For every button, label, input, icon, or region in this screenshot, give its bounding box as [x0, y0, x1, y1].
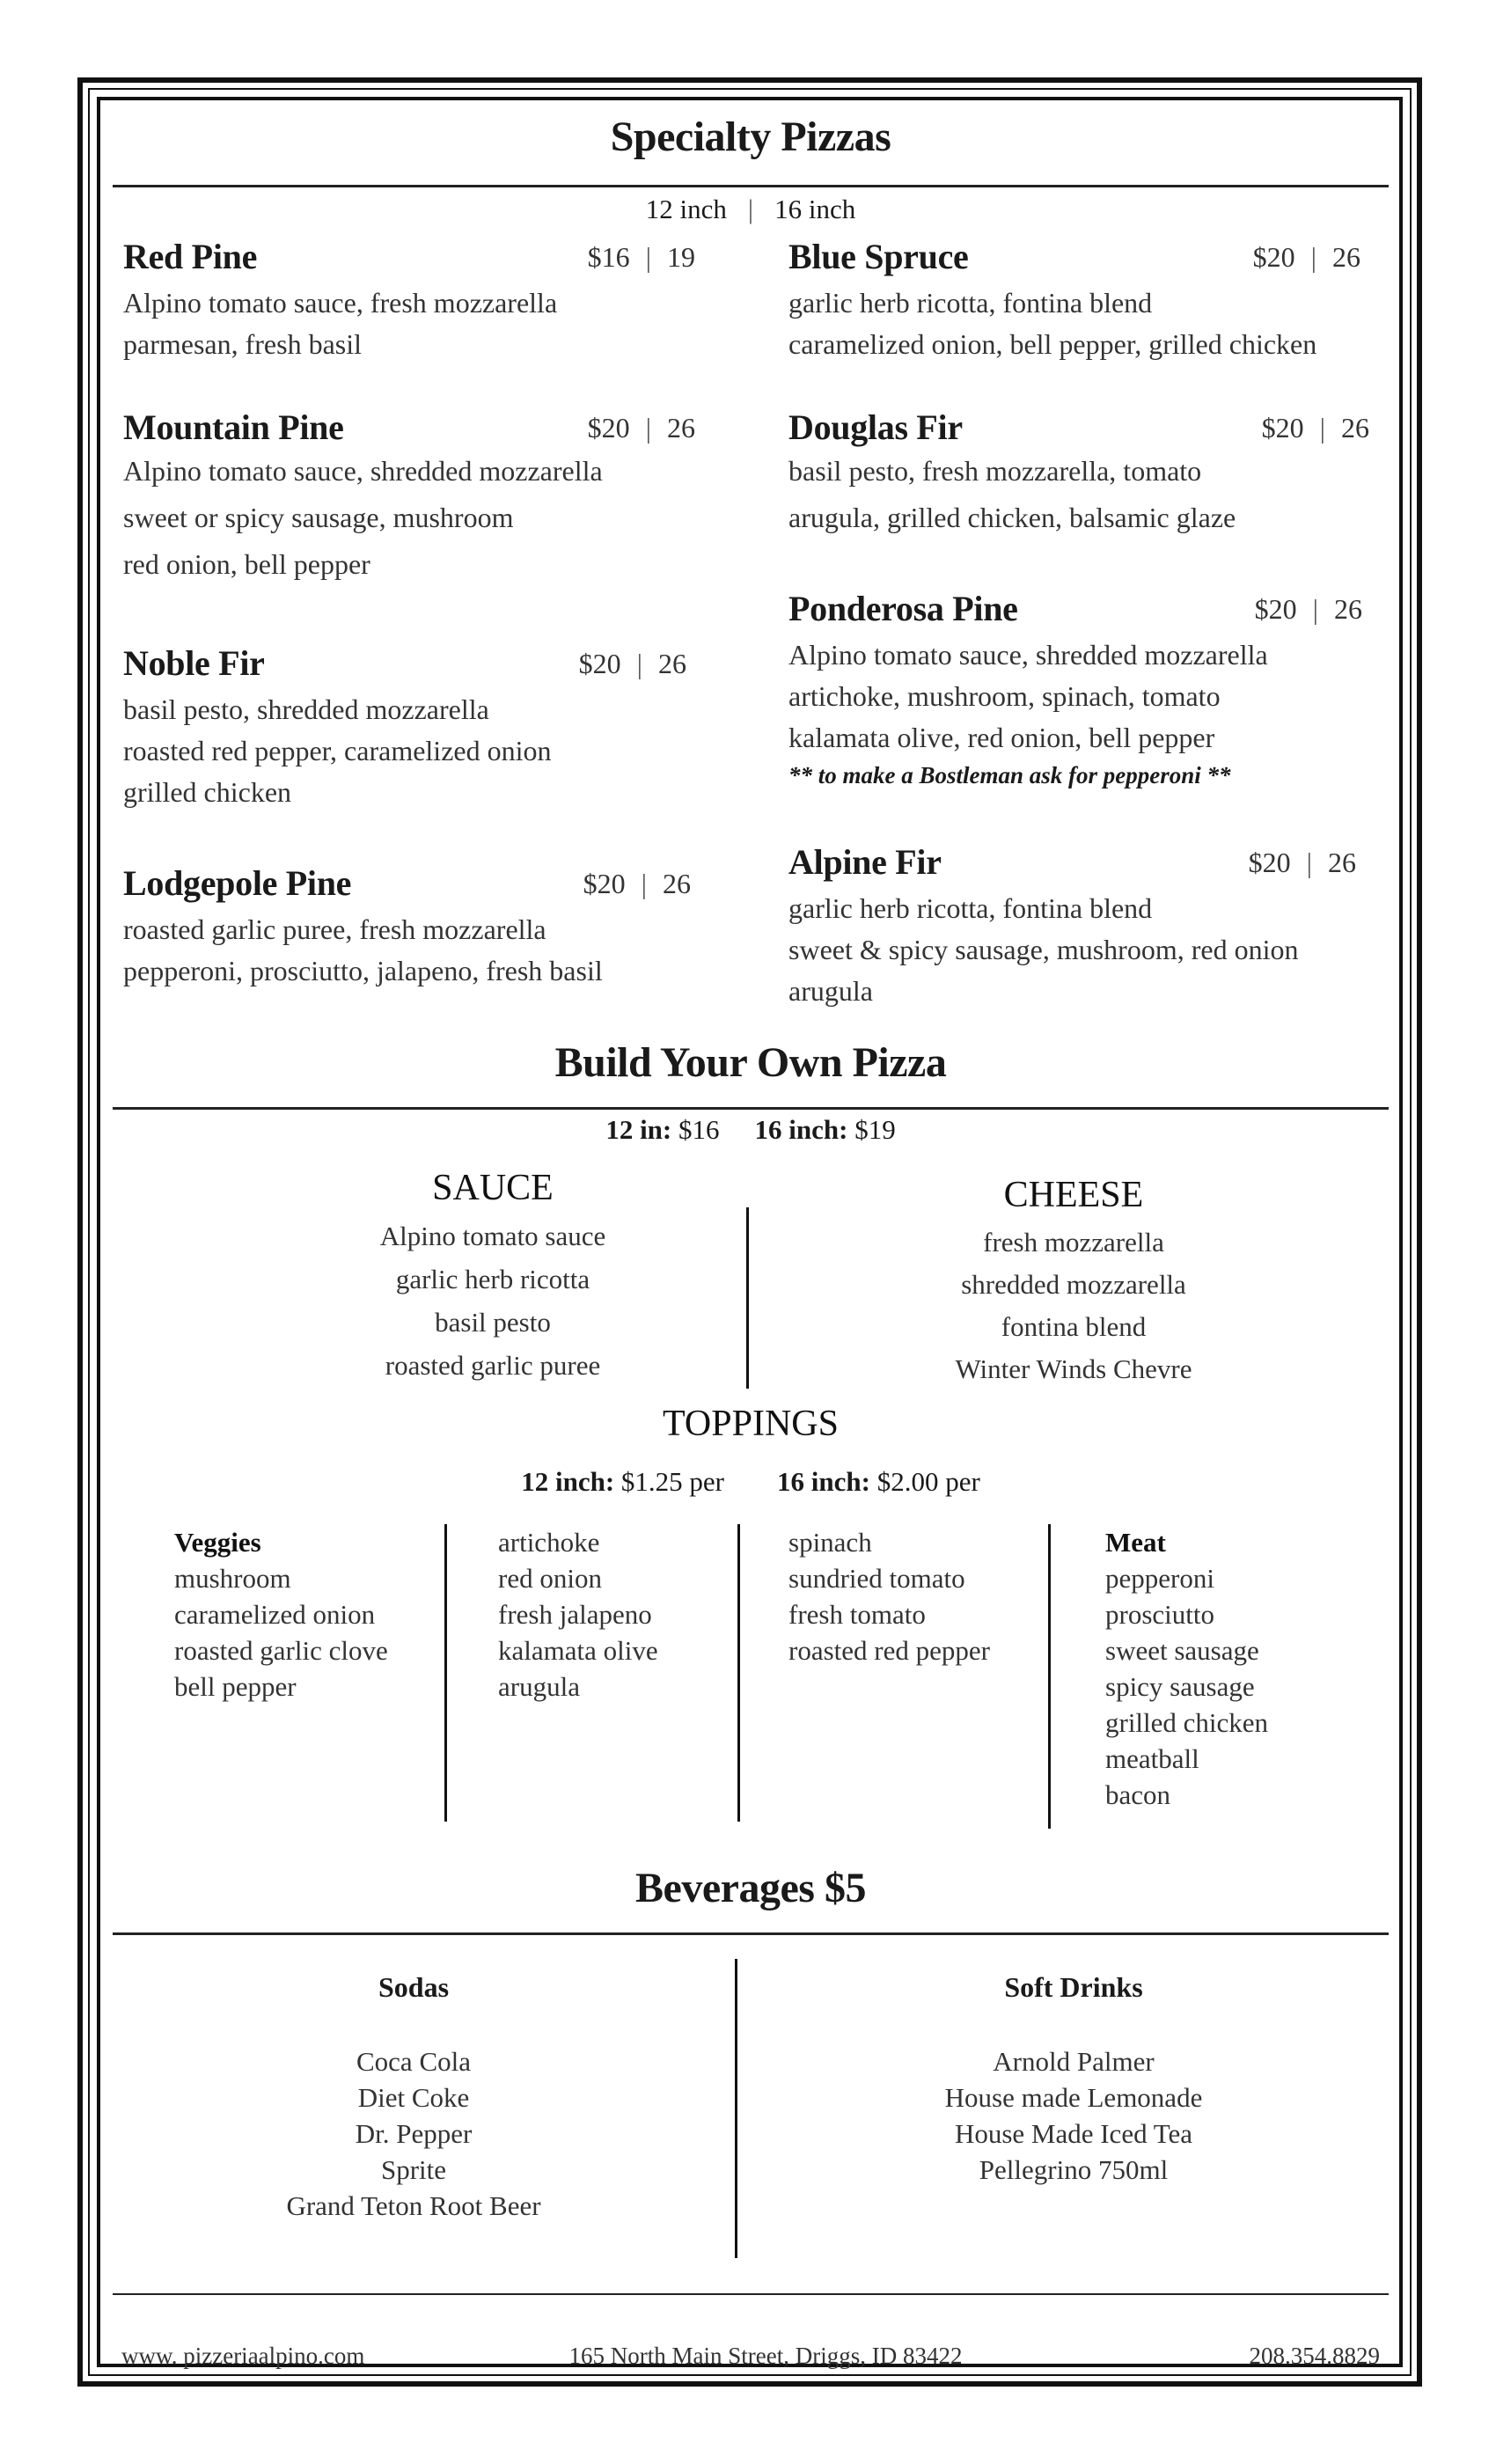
pizza-price [583, 868, 691, 900]
price-large: 26 [1332, 241, 1360, 273]
soft-drinks-heading: Soft Drinks [1004, 1971, 1143, 2003]
pizza-blue-spruce [788, 236, 1360, 365]
byo-divider [746, 1207, 749, 1389]
price-large: 26 [1334, 593, 1362, 625]
pizza-red-pine [123, 236, 695, 365]
sauce-heading: SAUCE [432, 1168, 554, 1208]
footer-website[interactable]: www. pizzeriaalpino.com [121, 2343, 365, 2369]
veggies-heading: Veggies [174, 1527, 261, 1558]
topping-item: bell pepper [174, 1671, 297, 1702]
price-large: 26 [667, 412, 695, 444]
pizza-name: Blue Spruce [788, 237, 969, 276]
desc-line: sweet & spicy sausage, mushroom, red onion [788, 934, 1299, 965]
pizza-price [579, 648, 686, 680]
desc-line: red onion, bell pepper [123, 548, 370, 580]
pizza-description [123, 689, 686, 813]
soft-drink-item: Arnold Palmer [993, 2046, 1155, 2077]
desc-line: Alpino tomato sauce, fresh mozzarella [123, 287, 558, 319]
topping-item: fresh jalapeno [498, 1599, 652, 1630]
byo-rule [113, 1107, 1389, 1110]
sauce-item: Alpino tomato sauce [379, 1221, 606, 1251]
price-small: $20 [583, 868, 626, 899]
topping-item: red onion [498, 1563, 602, 1594]
pizza-name: Mountain Pine [123, 407, 344, 447]
pizza-mountain-pine [123, 407, 695, 588]
topping-item: sweet sausage [1105, 1635, 1259, 1666]
topping-item: prosciutto [1105, 1599, 1214, 1630]
soda-item: Coca Cola [356, 2046, 471, 2077]
pizza-name: Red Pine [123, 237, 258, 276]
topping-item: spinach [788, 1527, 872, 1558]
desc-line: basil pesto, shredded mozzarella [123, 693, 489, 725]
topping-item: spicy sausage [1105, 1671, 1255, 1702]
desc-line: artichoke, mushroom, spinach, tomato [788, 680, 1221, 712]
pizza-price [1249, 847, 1356, 879]
pizza-price [1262, 412, 1369, 444]
desc-line: arugula [788, 975, 873, 1007]
price-separator: | [1312, 593, 1318, 625]
size-small-label: 12 inch [645, 194, 727, 224]
price-small: $20 [587, 412, 630, 444]
byo-small-label: 12 in: [605, 1114, 672, 1145]
toppings-small-price: $1.25 per [620, 1466, 724, 1497]
topping-item: kalamata olive [498, 1635, 658, 1666]
soda-item: Diet Coke [357, 2082, 470, 2113]
cheese-item: fontina blend [1001, 1311, 1147, 1342]
byo-large-label: 16 inch: [754, 1114, 848, 1145]
pizza-ponderosa-pine [788, 588, 1362, 789]
soft-drink-item: House Made Iced Tea [954, 2118, 1193, 2149]
price-large: 19 [667, 241, 695, 273]
byo-small-price: $16 [678, 1114, 720, 1145]
topping-item: fresh tomato [788, 1599, 926, 1630]
price-large: 26 [658, 648, 686, 679]
toppings-veggies-col2 [498, 1524, 727, 1705]
toppings-heading-wrap [113, 1403, 1389, 1445]
specialty-pizzas-title: Specialty Pizzas [610, 114, 891, 160]
price-separator: | [1306, 847, 1312, 878]
soda-item: Sprite [380, 2154, 447, 2185]
desc-line: arugula, grilled chicken, balsamic glaze [788, 502, 1236, 533]
price-large: 26 [1328, 847, 1356, 878]
pizza-note: ** to make a Bostleman ask for pepperoni ** [788, 762, 1231, 788]
beverages-divider [735, 1959, 737, 2258]
price-small: $16 [587, 241, 630, 273]
topping-item: bacon [1105, 1779, 1171, 1810]
cheese-heading: CHEESE [1003, 1175, 1144, 1215]
desc-line: caramelized onion, bell pepper, grilled chicken [788, 328, 1317, 360]
cheese-item: fresh mozzarella [983, 1227, 1164, 1258]
desc-line: roasted red pepper, caramelized onion [123, 735, 552, 766]
pizza-description [123, 282, 695, 365]
price-small: $20 [1261, 412, 1304, 444]
toppings-divider-3 [1048, 1524, 1051, 1829]
toppings-meat-col [1105, 1524, 1334, 1813]
price-separator: | [645, 241, 651, 273]
sauce-item: basil pesto [435, 1307, 551, 1338]
toppings-large-label: 16 inch: [777, 1466, 870, 1497]
topping-item: roasted red pepper [788, 1635, 990, 1666]
price-large: 26 [663, 868, 691, 899]
build-your-own-title: Build Your Own Pizza [554, 1039, 947, 1086]
pizza-douglas-fir [788, 407, 1369, 541]
sauce-list [334, 1214, 651, 1387]
size-separator: | [747, 194, 754, 224]
sodas-list [238, 2043, 590, 2224]
desc-line: sweet or spicy sausage, mushroom [123, 502, 514, 533]
byo-prices [113, 1114, 1389, 1146]
price-separator: | [1310, 241, 1316, 273]
soda-item: Dr. Pepper [355, 2118, 473, 2149]
price-small: $20 [1252, 241, 1295, 273]
pizza-description [788, 282, 1360, 365]
specialty-size-header [113, 194, 1389, 225]
soda-item: Grand Teton Root Beer [286, 2190, 541, 2221]
pizza-description [788, 634, 1362, 759]
topping-item: roasted garlic clove [174, 1635, 388, 1666]
cheese-item: shredded mozzarella [961, 1269, 1186, 1300]
toppings-veggies-col1 [174, 1524, 438, 1705]
price-small: $20 [1248, 847, 1291, 878]
pizza-price [588, 241, 695, 274]
toppings-prices [113, 1466, 1389, 1498]
desc-line: grilled chicken [123, 776, 292, 808]
desc-line: roasted garlic puree, fresh mozzarella [123, 913, 546, 945]
topping-item: sundried tomato [788, 1563, 965, 1594]
desc-line: basil pesto, fresh mozzarella, tomato [788, 455, 1202, 487]
topping-item: meatball [1105, 1743, 1199, 1774]
toppings-veggies-col3 [788, 1524, 1035, 1668]
desc-line: pepperoni, prosciutto, jalapeno, fresh basil [123, 955, 603, 986]
desc-line: garlic herb ricotta, fontina blend [788, 287, 1153, 319]
pizza-noble-fir [123, 642, 686, 813]
pizza-name: Ponderosa Pine [788, 589, 1018, 628]
pizza-name: Noble Fir [123, 643, 265, 683]
pizza-lodgepole-pine [123, 862, 691, 992]
byo-large-price: $19 [854, 1114, 896, 1145]
price-large: 26 [1341, 412, 1369, 444]
toppings-divider-1 [444, 1524, 447, 1822]
price-separator: | [1319, 412, 1325, 444]
footer-address: 165 North Main Street, Driggs, ID 83422 [568, 2343, 963, 2369]
size-large-label: 16 inch [774, 194, 856, 224]
soft-drinks-list [898, 2043, 1250, 2188]
footer-rule [113, 2293, 1389, 2295]
topping-item: pepperoni [1105, 1563, 1214, 1594]
cheese-list [906, 1221, 1241, 1390]
price-separator: | [641, 868, 647, 899]
pizza-price [588, 412, 695, 444]
price-separator: | [636, 648, 642, 679]
pizza-description [123, 909, 691, 992]
sauce-item: roasted garlic puree [385, 1350, 601, 1381]
toppings-divider-2 [737, 1524, 740, 1822]
price-small: $20 [1254, 593, 1297, 625]
footer-phone: 208.354.8829 [1249, 2343, 1380, 2369]
topping-item: mushroom [174, 1563, 291, 1594]
soft-drink-item: House made Lemonade [944, 2082, 1203, 2113]
sauce-item: garlic herb ricotta [395, 1264, 590, 1294]
pizza-description [788, 448, 1369, 541]
meat-heading: Meat [1105, 1527, 1166, 1558]
price-small: $20 [578, 648, 621, 679]
pizza-description [123, 448, 695, 588]
pizza-name: Lodgepole Pine [123, 863, 352, 903]
toppings-small-label: 12 inch: [521, 1466, 615, 1497]
sodas-heading: Sodas [378, 1971, 450, 2003]
desc-line: garlic herb ricotta, fontina blend [788, 892, 1153, 924]
beverages-rule [113, 1932, 1389, 1935]
pizza-name: Alpine Fir [788, 842, 942, 882]
soft-drink-item: Pellegrino 750ml [979, 2154, 1169, 2185]
desc-line: Alpino tomato sauce, shredded mozzarella [123, 455, 603, 487]
desc-line: kalamata olive, red onion, bell pepper [788, 722, 1215, 753]
desc-line: Alpino tomato sauce, shredded mozzarella [788, 639, 1268, 671]
topping-item: grilled chicken [1105, 1707, 1269, 1738]
specialty-rule [113, 185, 1389, 187]
topping-item: artichoke [498, 1527, 600, 1558]
topping-item: caramelized onion [174, 1599, 376, 1630]
sauce-column [334, 1167, 651, 1387]
cheese-column [906, 1174, 1241, 1390]
pizza-alpine-fir [788, 841, 1356, 1012]
pizza-name: Douglas Fir [788, 407, 963, 447]
desc-line: parmesan, fresh basil [123, 328, 363, 360]
toppings-large-price: $2.00 per [876, 1466, 980, 1497]
pizza-price [1255, 593, 1362, 626]
toppings-heading: TOPPINGS [663, 1404, 839, 1444]
price-separator: | [645, 412, 651, 444]
pizza-description [788, 888, 1356, 1012]
beverages-title: Beverages $5 [635, 1865, 866, 1911]
topping-item: arugula [498, 1671, 580, 1702]
pizza-price [1253, 241, 1360, 274]
cheese-item: Winter Winds Chevre [955, 1353, 1192, 1384]
